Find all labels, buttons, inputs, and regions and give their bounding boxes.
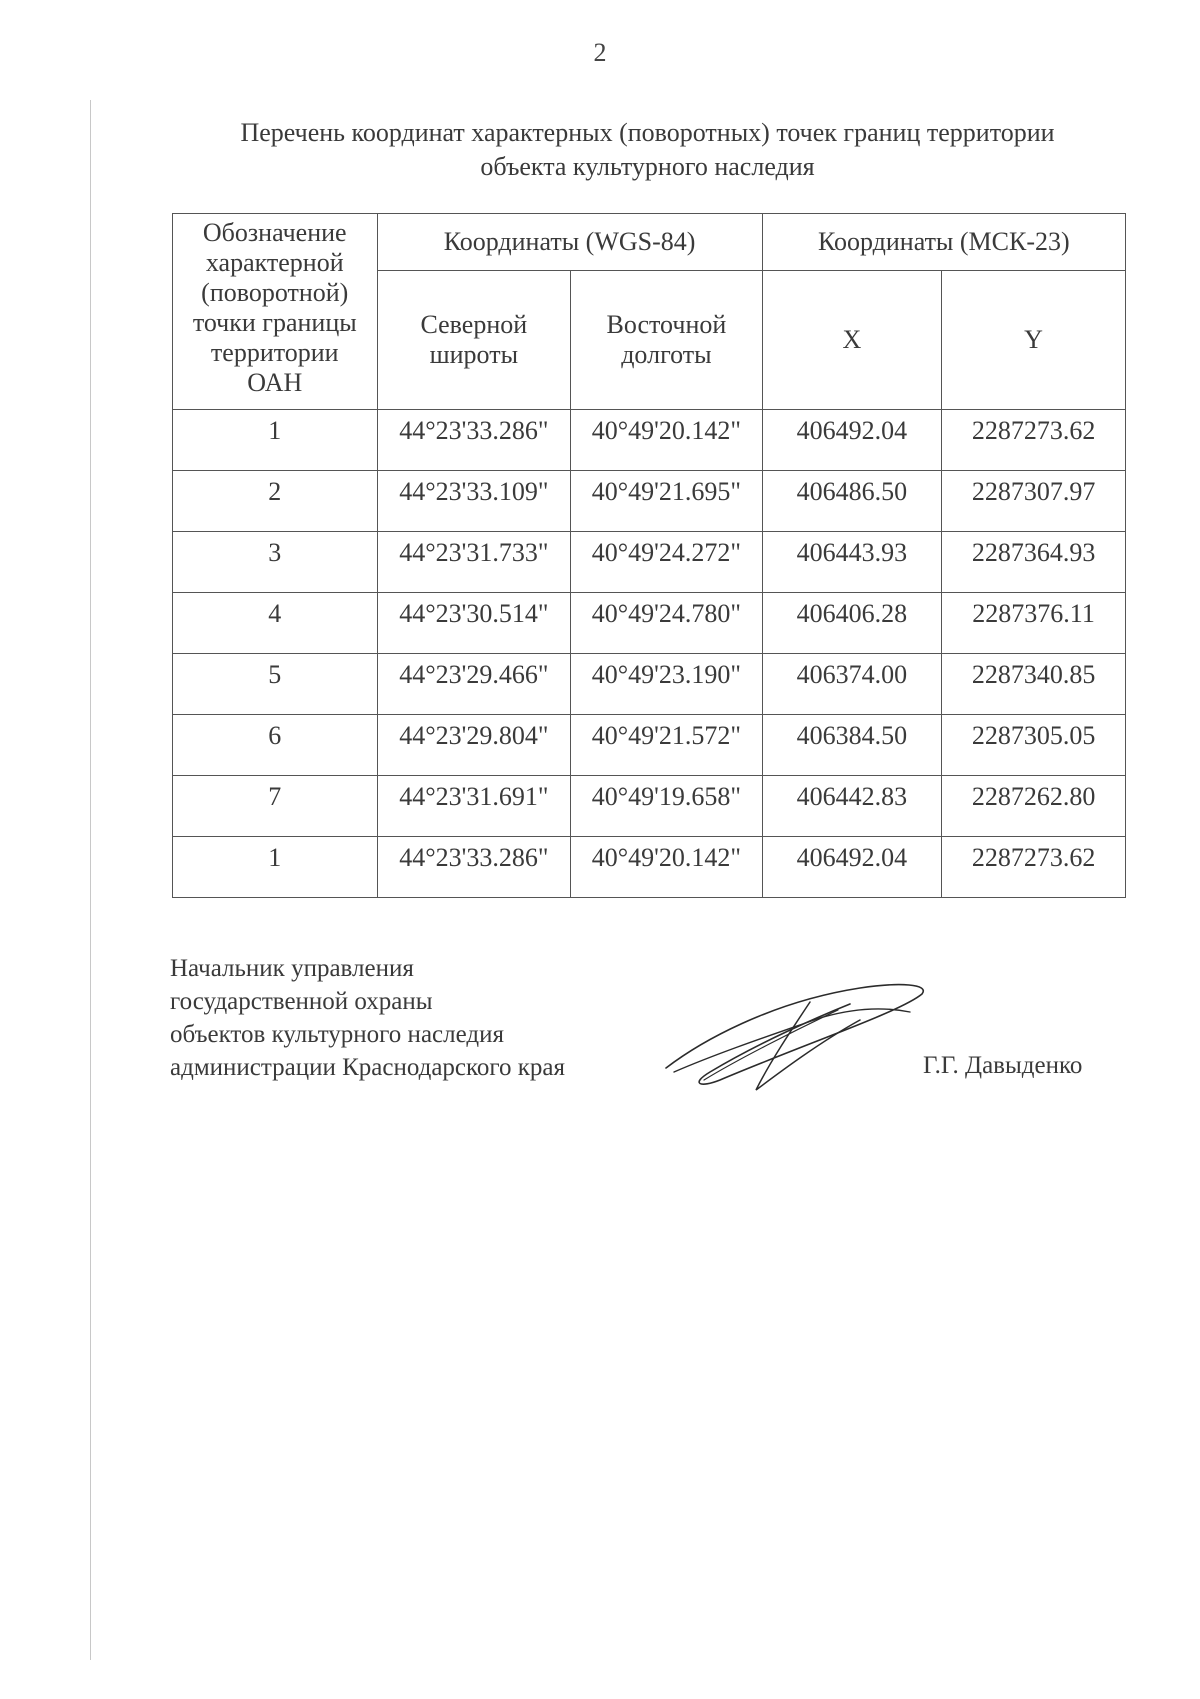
table-row [173,715,1126,776]
header-latitude [377,271,571,410]
table-row [173,654,1126,715]
table-header-row-top [173,214,1126,271]
cell-y: 2287364.93 [942,532,1126,593]
cell-point: 1 [173,837,378,898]
cell-x: 406486.50 [762,471,942,532]
signatory-position-line: объектов культурного наследия [170,1021,504,1048]
cell-latitude: 44°23'33.109" [377,471,571,532]
cell-longitude: 40°49'19.658" [571,776,762,837]
cell-latitude: 44°23'31.691" [377,776,571,837]
table-row [173,837,1126,898]
cell-x: 406443.93 [762,532,942,593]
signatory-position [170,952,565,1084]
header-point-line: точки границы [192,308,357,337]
signatory-position-line: государственной охраны [170,988,433,1015]
table-row [173,471,1126,532]
header-point-line: (поворотной) [201,278,349,307]
header-longitude [571,271,762,410]
cell-x: 406442.83 [762,776,942,837]
cell-y: 2287376.11 [942,593,1126,654]
cell-point: 4 [173,593,378,654]
cell-longitude: 40°49'21.695" [571,471,762,532]
header-longitude-line: Восточной [606,310,727,339]
cell-point: 1 [173,410,378,471]
cell-point: 3 [173,532,378,593]
cell-y: 2287305.05 [942,715,1126,776]
header-point-designation [173,214,378,410]
header-x: X [762,271,942,410]
cell-longitude: 40°49'24.272" [571,532,762,593]
page-number: 2 [593,38,607,67]
cell-x: 406406.28 [762,593,942,654]
cell-point: 2 [173,471,378,532]
cell-latitude: 44°23'30.514" [377,593,571,654]
cell-latitude: 44°23'29.466" [377,654,571,715]
cell-latitude: 44°23'33.286" [377,410,571,471]
cell-longitude: 40°49'21.572" [571,715,762,776]
cell-point: 5 [173,654,378,715]
header-point-line: характерной [205,248,344,277]
cell-y: 2287340.85 [942,654,1126,715]
table-row [173,532,1126,593]
header-wgs84-group: Координаты (WGS-84) [377,214,762,271]
cell-y: 2287273.62 [942,837,1126,898]
cell-x: 406492.04 [762,837,942,898]
document-title [170,116,1125,184]
cell-point: 7 [173,776,378,837]
header-point-line: Обозначение [202,218,347,247]
header-y: Y [942,271,1126,410]
header-latitude-line: широты [429,340,519,369]
cell-longitude: 40°49'20.142" [571,837,762,898]
table-row [173,776,1126,837]
cell-x: 406384.50 [762,715,942,776]
scan-edge-line [90,100,91,1660]
cell-longitude: 40°49'24.780" [571,593,762,654]
header-point-line: территории [210,338,339,367]
cell-y: 2287273.62 [942,410,1126,471]
signatory-position-line: Начальник управления [170,955,414,982]
signatory-position-line: администрации Краснодарского края [170,1054,566,1081]
title-line-1: Перечень координат характерных (поворотных) точек границ территории [240,118,1055,147]
header-longitude-line: долготы [621,340,712,369]
cell-x: 406374.00 [762,654,942,715]
signatory-name: Г.Г. Давыденко [923,1052,1083,1079]
cell-longitude: 40°49'20.142" [571,410,762,471]
cell-latitude: 44°23'29.804" [377,715,571,776]
cell-y: 2287262.80 [942,776,1126,837]
cell-y: 2287307.97 [942,471,1126,532]
header-latitude-line: Северной [420,310,528,339]
handwritten-signature [660,972,940,1097]
table-row [173,410,1126,471]
header-point-line: ОАН [247,368,303,397]
coordinates-table [172,213,1126,898]
cell-longitude: 40°49'23.190" [571,654,762,715]
cell-point: 6 [173,715,378,776]
cell-latitude: 44°23'31.733" [377,532,571,593]
header-msk23-group: Координаты (МСК-23) [762,214,1125,271]
cell-latitude: 44°23'33.286" [377,837,571,898]
table-row [173,593,1126,654]
cell-x: 406492.04 [762,410,942,471]
title-line-2: объекта культурного наследия [480,152,815,181]
